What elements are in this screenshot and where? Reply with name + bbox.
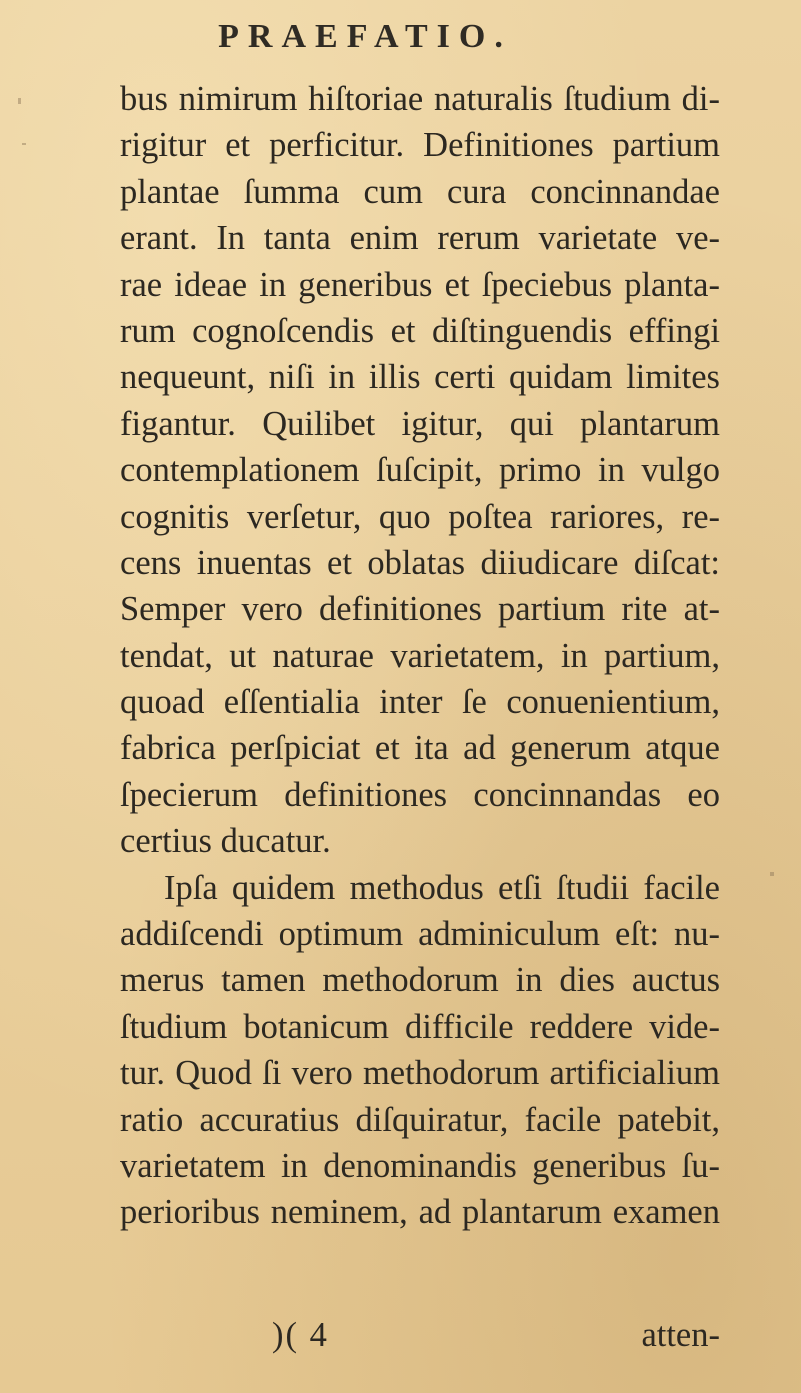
text-line: contemplationem ſuſcipit, primo in vulgo [120, 451, 720, 490]
text-line: nequeunt, niſi in illis certi quidam limites [120, 358, 720, 397]
text-line: merus tamen methodorum in dies auctus [120, 961, 720, 1000]
text-line: bus nimirum hiſtoriae naturalis ſtudium di- [120, 80, 720, 118]
text-line: cognitis verſetur, quo poſtea rariores, re- [120, 497, 720, 536]
text-line: rae ideae in generibus et ſpeciebus planta- [120, 265, 720, 304]
text-line: tur. Quod ſi vero methodorum artificialium [120, 1054, 720, 1093]
text-line: varietatem in denominandis generibus ſu- [120, 1146, 720, 1185]
margin-speck [22, 143, 26, 145]
text-line: rigitur et perficitur. Definitiones partium [120, 126, 720, 165]
body-text [120, 76, 720, 1236]
margin-speck [18, 98, 21, 104]
text-line: ſtudium botanicum difficile reddere vide- [120, 1007, 720, 1046]
text-line: quoad eſſentialia inter ſe conuenientium, [120, 683, 720, 722]
text-line: fabrica perſpiciat et ita ad generum atque [120, 729, 720, 768]
paragraph-start-line: Ipſa quidem methodus etſi ſtudii facile [164, 868, 720, 907]
text-line: perioribus neminem, ad plantarum examen [120, 1193, 720, 1232]
text-line: cens inuentas et oblatas diiudicare diſcat: [120, 543, 720, 582]
text-line: erant. In tanta enim rerum varietate ve- [120, 219, 720, 258]
paragraph-end-line: certius ducatur. [120, 822, 331, 861]
margin-speck [770, 872, 774, 876]
text-line: ratio accuratius diſquiratur, facile patebit, [120, 1100, 720, 1139]
text-line: ſpecierum definitiones concinnandas eo [120, 775, 720, 814]
page-footer [120, 1316, 720, 1362]
text-line: tendat, ut naturae varietatem, in partium, [120, 636, 720, 675]
text-line: addiſcendi optimum adminiculum eſt: nu- [120, 915, 720, 954]
signature-mark: )( 4 [272, 1316, 329, 1354]
text-line: Semper vero definitiones partium rite at- [120, 590, 720, 629]
running-title: PRAEFATIO. [218, 18, 512, 55]
catchword: atten- [641, 1316, 720, 1354]
text-line: rum cognoſcendis et diſtinguendis effingi [120, 311, 720, 350]
text-line: figantur. Quilibet igitur, qui plantarum [120, 404, 720, 443]
text-line: plantae ſumma cum cura concinnandae [120, 172, 720, 211]
